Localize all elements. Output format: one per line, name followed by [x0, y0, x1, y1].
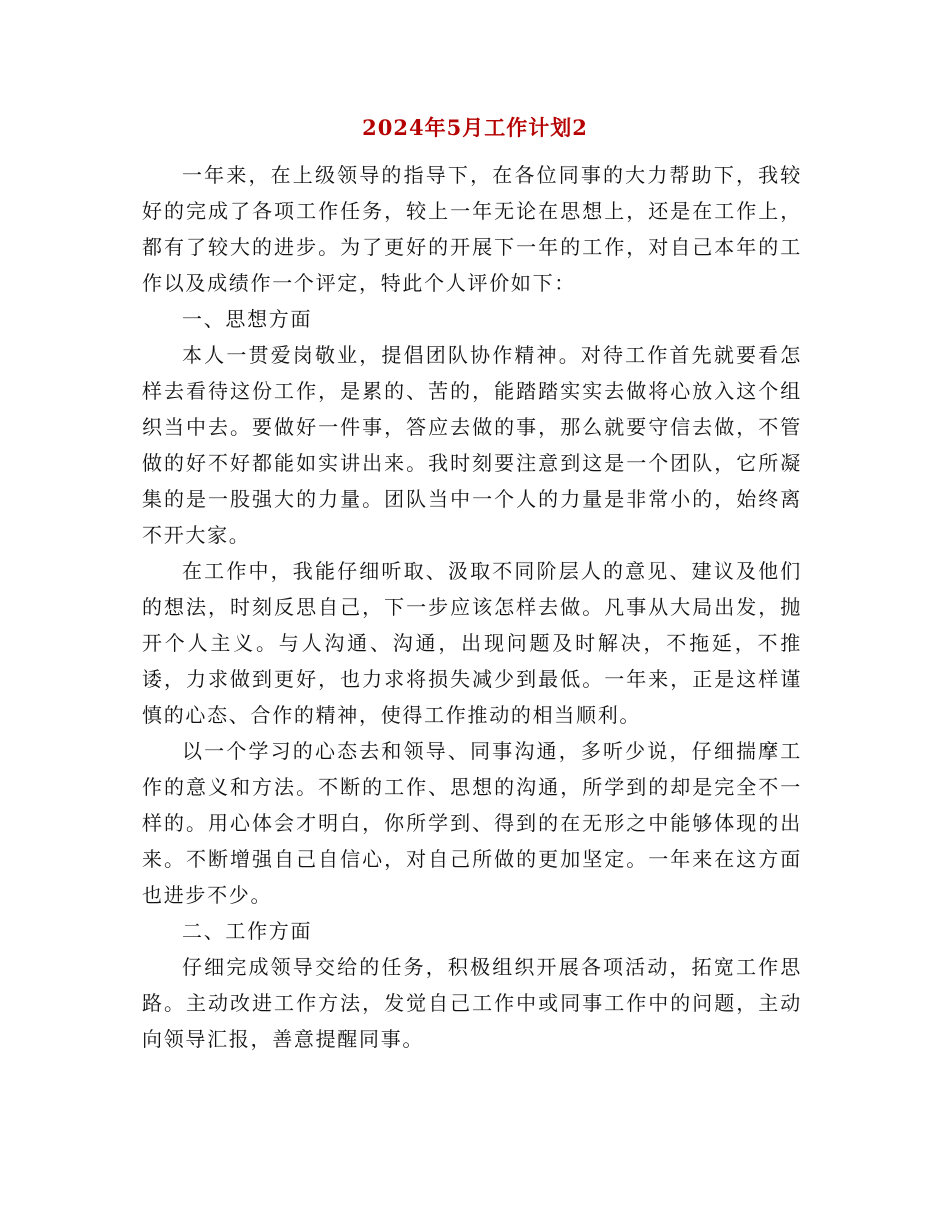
paragraph-intro: 一年来，在上级领导的指导下，在各位同事的大力帮助下，我较好的完成了各项工作任务，较上一年无论在思想上，还是在工作上，都有了较大的进步。为了更好的开展下一年的工作，对自己本年的工作以及成绩作一个评定，特此个人评价如下：: [142, 163, 802, 295]
section-heading-thought: 一、思想方面: [182, 307, 313, 331]
document-title: 2024年5月工作计划2: [362, 115, 588, 140]
paragraph-thought-2: 在工作中，我能仔细听取、汲取不同阶层人的意见、建议及他们的想法，时刻反思自己，下一步应该怎样去做。凡事从大局出发，抛开个人主义。与人沟通、沟通，出现问题及时解决，不拖延，不推诿，力求做到更好，也力求将损失减少到最低。一年来，正是这样谨慎的心态、合作的精神，使得工作推动的相当顺利。: [142, 559, 802, 727]
paragraph-thought-3: 以一个学习的心态去和领导、同事沟通，多听少说，仔细揣摩工作的意义和方法。不断的工作、思想的沟通，所学到的却是完全不一样的。用心体会才明白，你所学到、得到的在无形之中能够体现的出来。不断增强自己自信心，对自己所做的更加坚定。一年来在这方面也进步不少。: [142, 739, 802, 907]
paragraph-thought-1: 本人一贯爱岗敬业，提倡团队协作精神。对待工作首先就要看怎样去看待这份工作，是累的、苦的，能踏踏实实去做将心放入这个组织当中去。要做好一件事，答应去做的事，那么就要守信去做，不管做的好不好都能如实讲出来。我时刻要注意到这是一个团队，它所凝集的是一股强大的力量。团队当中一个人的力量是非常小的，始终离不开大家。: [142, 343, 802, 547]
paragraph-work-1: 仔细完成领导交给的任务，积极组织开展各项活动，拓宽工作思路。主动改进工作方法，发觉自己工作中或同事工作中的问题，主动向领导汇报，善意提醒同事。: [142, 955, 802, 1051]
section-heading-work: 二、工作方面: [182, 919, 313, 943]
document-body: [142, 157, 802, 1057]
